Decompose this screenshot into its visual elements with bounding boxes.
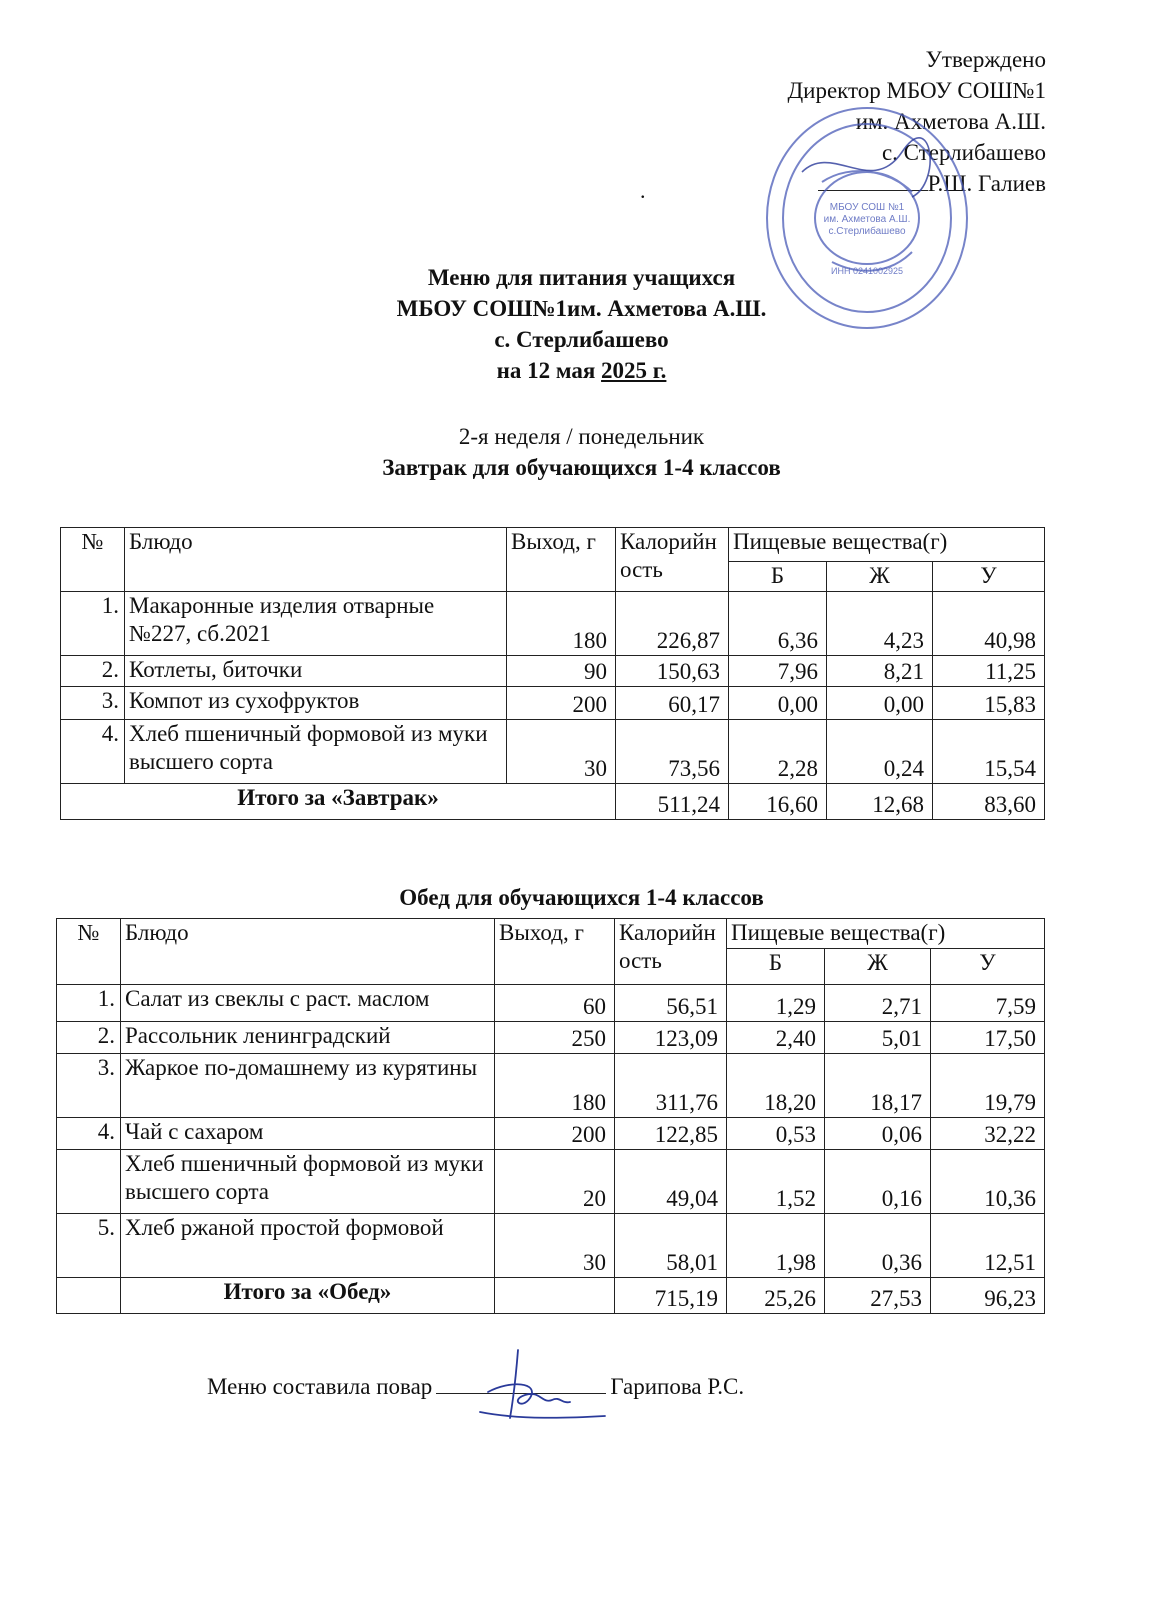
col-header-num: № <box>57 919 121 985</box>
approval-title: Утверждено <box>925 47 1046 72</box>
total-row: Итого за «Завтрак» 511,24 16,60 12,68 83,60 <box>61 784 1045 820</box>
table-row: 1. Салат из свеклы с раст. маслом 60 56,51 1,29 2,71 7,59 <box>57 985 1045 1022</box>
approval-position: Директор МБОУ СОШ№1 <box>787 78 1046 103</box>
table-row: 2. Котлеты, биточки 90 150,63 7,96 8,21 11,25 <box>61 656 1045 687</box>
col-header-calories: Калорийность <box>616 528 729 592</box>
col-header-dish: Блюдо <box>125 528 507 592</box>
title-line-2: МБОУ СОШ№1им. Ахметова А.Ш. <box>396 296 767 321</box>
col-header-fat: Ж <box>827 562 933 592</box>
col-header-nutrients: Пищевые вещества(г) <box>729 528 1045 562</box>
document-header <box>0 262 1163 386</box>
table-row: 5. Хлеб ржаной простой формовой 30 58,01 1,98 0,36 12,51 <box>57 1214 1045 1278</box>
col-header-yield: Выход, г <box>507 528 616 592</box>
seal-text-school: МБОУ СОШ №1 <box>829 202 905 213</box>
title-line-1: Меню для питания учащихся <box>427 265 736 290</box>
col-header-dish: Блюдо <box>121 919 495 985</box>
seal-text-name: им. Ахметова А.Ш. <box>823 214 911 225</box>
cook-signature <box>470 1340 610 1430</box>
table-row: 3. Компот из сухофруктов 200 60,17 0,00 0,00 15,83 <box>61 687 1045 720</box>
approval-school: им. Ахметова А.Ш. <box>855 109 1046 134</box>
col-header-yield: Выход, г <box>495 919 615 985</box>
breakfast-title: Завтрак для обучающихся 1-4 классов <box>382 455 781 480</box>
table-row: Хлеб пшеничный формовой из муки высшего сорта 20 49,04 1,52 0,16 10,36 <box>57 1150 1045 1214</box>
lunch-title: Обед для обучающихся 1-4 классов <box>399 885 764 910</box>
total-row: Итого за «Обед» 715,19 25,26 27,53 96,23 <box>57 1278 1045 1314</box>
table-row: 2. Рассольник ленинградский 250 123,09 2,40 5,01 17,50 <box>57 1022 1045 1054</box>
col-header-num: № <box>61 528 125 592</box>
cook-name: Гарипова Р.С. <box>610 1374 745 1399</box>
col-header-protein: Б <box>729 562 827 592</box>
col-header-calories: Калорийность <box>615 919 727 985</box>
approval-director: Р.Ш. Галиев <box>787 168 1046 199</box>
col-header-nutrients: Пищевые вещества(г) <box>727 919 1045 949</box>
lunch-total-label: Итого за «Обед» <box>121 1278 495 1314</box>
table-row: 4. Чай с сахаром 200 122,85 0,53 0,06 32,22 <box>57 1118 1045 1150</box>
week-day: 2-я неделя / понедельник <box>458 424 705 449</box>
lunch-table <box>56 918 1045 1314</box>
breakfast-table <box>60 527 1045 820</box>
title-line-3: с. Стерлибашево <box>494 327 669 352</box>
table-row: 3. Жаркое по-домашнему из курятины 180 311,76 18,20 18,17 19,79 <box>57 1054 1045 1118</box>
col-header-carbs: У <box>933 562 1045 592</box>
col-header-fat: Ж <box>825 949 931 985</box>
seal-text-inn: ИНН 0241002925 <box>830 266 904 276</box>
table-row: 4. Хлеб пшеничный формовой из муки высшего сорта 30 73,56 2,28 0,24 15,54 <box>61 720 1045 784</box>
approval-village: с. Стерлибашево <box>881 140 1046 165</box>
footer-label: Меню составила повар <box>207 1374 433 1399</box>
breakfast-total-label: Итого за «Завтрак» <box>61 784 616 820</box>
col-header-protein: Б <box>727 949 825 985</box>
menu-date: на 12 мая 2025 г. <box>496 358 667 383</box>
table-row: 1. Макаронные изделия отварные №227, сб.2021 180 226,87 6,36 4,23 40,98 <box>61 592 1045 656</box>
stray-dot: . <box>640 178 646 203</box>
col-header-carbs: У <box>931 949 1045 985</box>
seal-text-village: с.Стерлибашево <box>828 226 906 237</box>
